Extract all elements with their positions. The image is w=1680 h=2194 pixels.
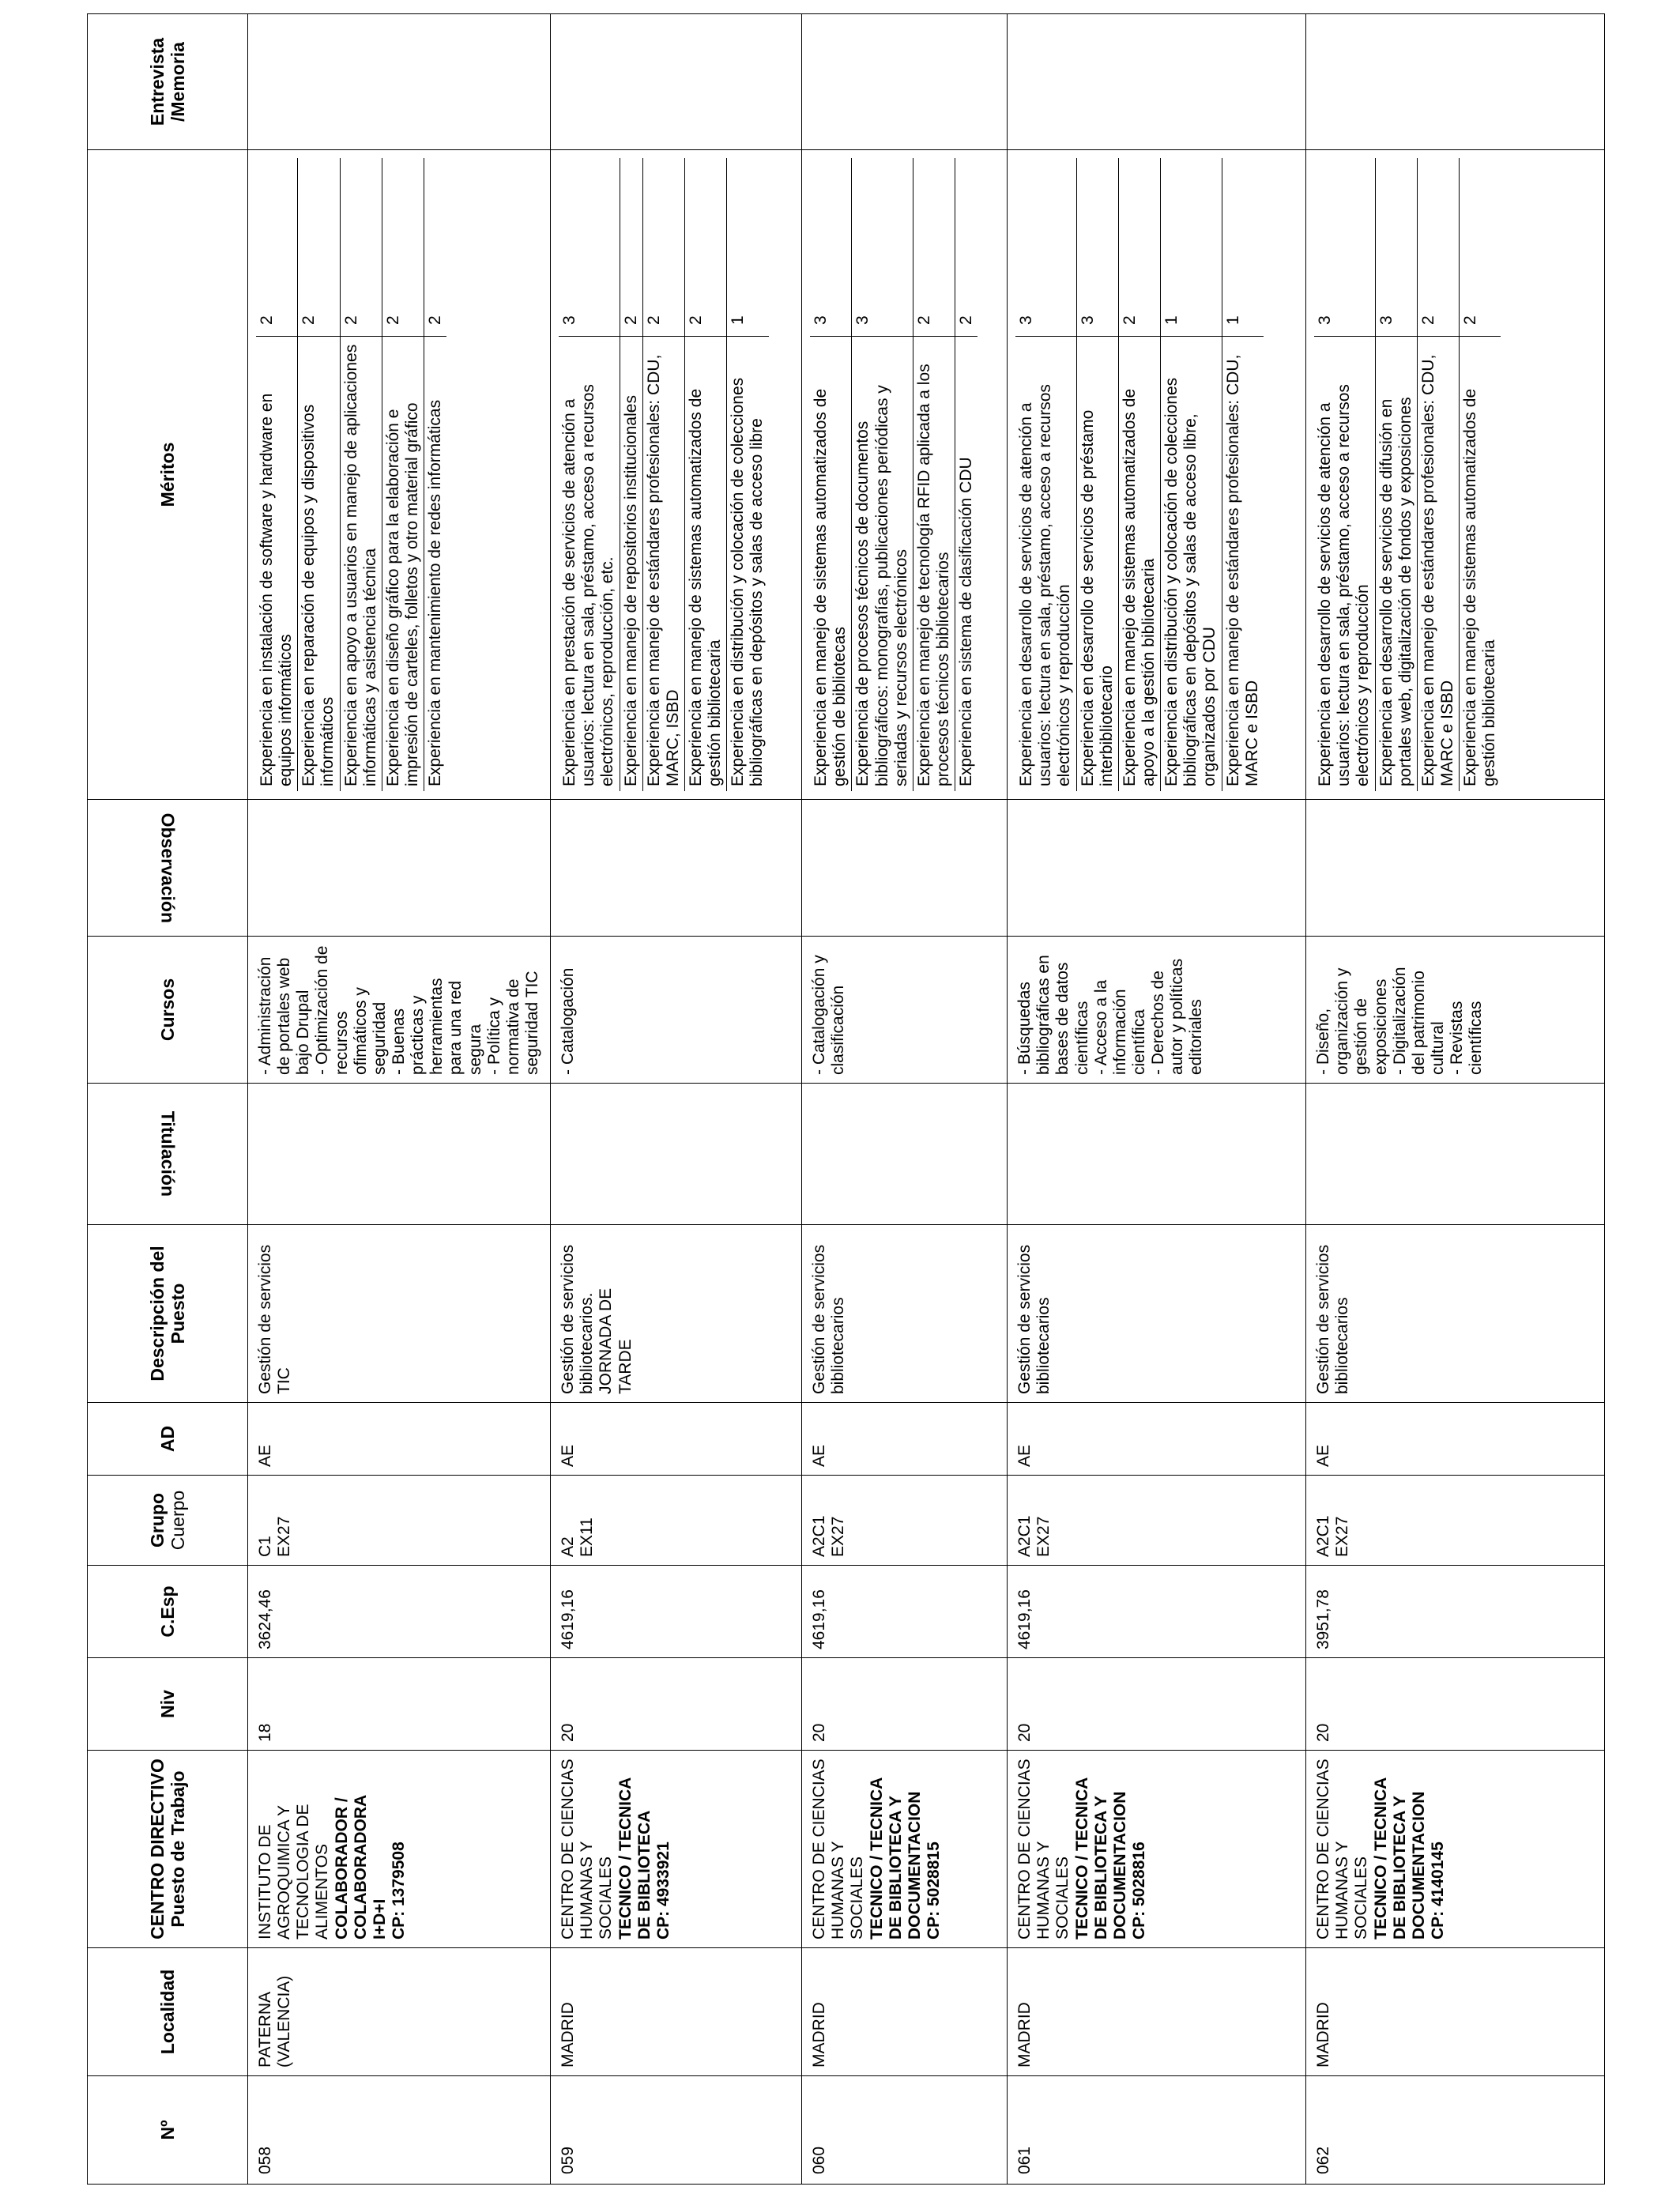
- localidad-value: MADRID: [559, 2002, 578, 2068]
- localidad-value: MADRID: [810, 2002, 829, 2068]
- cesp-cell: [1008, 1566, 1306, 1658]
- curso-item: - Administración de portales web bajo Drupal: [256, 956, 313, 1075]
- merito-text: Experiencia en distribución y colocación de colecciones bibliográficas en depósitos y salas de acceso libre, organizados por CDU: [1161, 337, 1222, 792]
- grupo-cell: [802, 1476, 1008, 1566]
- merito-text: Experiencia en diseño gráfico para la elaboración e impresión de carteles, folletos y otro material gráfico: [382, 337, 424, 792]
- merito-text: Experiencia de procesos técnicos de documentos bibliográficos: monografías, publicaciones periódicas y seriadas y recursos electrónicos: [852, 337, 913, 792]
- header-meritos: Méritos: [88, 150, 248, 800]
- merito-row: [1460, 158, 1501, 791]
- descripcion-value: Gestión de servicios bibliotecarios: [1015, 1244, 1053, 1394]
- cp-code: CP: 4933921: [654, 1842, 672, 1940]
- centro-name: CENTRO DE CIENCIAS HUMANAS Y SOCIALES: [1015, 1759, 1072, 1940]
- header-entrevista: Entrevista /Memoria: [88, 14, 248, 150]
- merito-text: Experiencia en manejo de tecnología RFID aplicada a los procesos técnicos bibliotecarios: [913, 337, 955, 792]
- positions-table: [87, 13, 1605, 2185]
- row-number-value: 058: [256, 2146, 274, 2174]
- row-number: [802, 2076, 1008, 2185]
- merito-row: [620, 158, 642, 791]
- entrevista-cell: [551, 14, 802, 150]
- merito-text: Experiencia en manejo de estándares profesionales: CDU, MARC, ISBD: [642, 337, 684, 792]
- merito-points: 2: [1417, 158, 1459, 337]
- merito-points: 2: [340, 158, 382, 337]
- curso-item: - Revistas científicas: [1448, 1001, 1486, 1075]
- ad-cell: [1008, 1403, 1306, 1476]
- ad-value: AE: [1015, 1444, 1034, 1467]
- cesp-value: 3951,78: [1314, 1589, 1333, 1649]
- merito-row: [684, 158, 726, 791]
- cursos-cell: [551, 937, 802, 1084]
- row-number-value: 061: [1015, 2146, 1034, 2174]
- merito-row: [424, 158, 447, 791]
- header-cuerpo-label: Cuerpo: [168, 1490, 188, 1551]
- localidad-value: MADRID: [1314, 2002, 1333, 2068]
- merito-text: Experiencia en manejo de repositorios institucionales: [620, 337, 642, 792]
- grupo-value: A2C1: [1314, 1515, 1333, 1557]
- table-row: [1008, 14, 1306, 2185]
- row-number-value: 059: [559, 2146, 578, 2174]
- curso-item: - Catalogación y clasificación: [810, 955, 848, 1075]
- descripcion-value: Gestión de servicios bibliotecarios: [810, 1244, 848, 1394]
- merito-points: 2: [642, 158, 684, 337]
- table-row: [248, 14, 551, 2185]
- table-row: [1306, 14, 1605, 2185]
- cursos-cell: [802, 937, 1008, 1084]
- puesto-name: TECNICO / TECNICA DE BIBLIOTECA Y DOCUMENTACION: [867, 1777, 924, 1940]
- header-n: Nº: [88, 2076, 248, 2185]
- merito-row: [1314, 158, 1375, 791]
- entrevista-cell: [248, 14, 551, 150]
- ad-cell: [802, 1403, 1008, 1476]
- row-number: [248, 2076, 551, 2185]
- grupo-value: A2: [559, 1536, 578, 1557]
- merito-row: [382, 158, 424, 791]
- merito-row: [1076, 158, 1118, 791]
- merito-points: 3: [1314, 158, 1375, 337]
- localidad-value: MADRID: [1015, 2002, 1034, 2068]
- curso-item: - Diseño, organización y gestión de exposiciones: [1314, 967, 1390, 1075]
- meritos-list: [1015, 158, 1264, 791]
- header-niv: Niv: [88, 1658, 248, 1751]
- puesto-name: TECNICO / TECNICA DE BIBLIOTECA: [616, 1777, 654, 1940]
- merito-text: Experiencia en prestación de servicios de atención a usuarios: lectura en sala, préstamo, acceso a recursos electrónicos, reproducción, etc.: [559, 337, 620, 792]
- descripcion-cell: [248, 1225, 551, 1403]
- merito-points: 3: [852, 158, 913, 337]
- header-cesp: C.Esp: [88, 1566, 248, 1658]
- merito-points: 2: [382, 158, 424, 337]
- merito-points: 2: [1118, 158, 1160, 337]
- cuerpo-value: EX27: [1333, 1516, 1352, 1557]
- merito-points: 2: [1461, 315, 1480, 325]
- merito-text: Experiencia en manejo de sistemas automatizados de gestión de bibliotecas: [810, 337, 852, 792]
- merito-text: Experiencia en manejo de sistemas automatizados de gestión bibliotecaria: [684, 337, 726, 792]
- cesp-value: 4619,16: [1015, 1589, 1034, 1649]
- observacion-cell: [1306, 800, 1605, 937]
- meritos-cell: [248, 150, 551, 800]
- merito-text: Experiencia en desarrollo de servicios de préstamo interbibliotecario: [1076, 337, 1118, 792]
- merito-text: Experiencia en desarrollo de servicios de atención a usuarios: lectura en sala, préstamo, acceso a recursos electrónicos y reproducción: [1015, 337, 1076, 792]
- table-row: [551, 14, 802, 2185]
- cesp-value: 4619,16: [810, 1589, 829, 1649]
- merito-text: Experiencia en manejo de estándares profesionales: CDU, MARC e ISBD: [1417, 337, 1459, 792]
- curso-item: - Política y normativa de seguridad TIC: [484, 971, 541, 1075]
- centro-name: INSTITUTO DE AGROQUIMICA Y TECNOLOGIA DE ALIMENTOS: [256, 1804, 332, 1940]
- niv-value: 20: [559, 1723, 578, 1742]
- grupo-cell: [1306, 1476, 1605, 1566]
- centro-name: CENTRO DE CIENCIAS HUMANAS Y SOCIALES: [1314, 1759, 1371, 1940]
- niv-value: 20: [810, 1723, 829, 1742]
- row-number: [1008, 2076, 1306, 2185]
- merito-points: 3: [559, 158, 620, 337]
- merito-text: Experiencia en manejo de sistemas automatizados de apoyo a la gestión bibliotecaria: [1118, 337, 1160, 792]
- cursos-cell: [1306, 937, 1605, 1084]
- meritos-list: [1314, 158, 1501, 791]
- curso-item: - Catalogación: [559, 967, 578, 1075]
- merito-text: Experiencia en desarrollo de servicios de difusión en portales web, digitalización de fondos y exposiciones: [1375, 337, 1417, 792]
- header-puesto-label: Puesto de Trabajo: [168, 1770, 188, 1928]
- merito-row: [852, 158, 913, 791]
- table-body: [248, 14, 1605, 2185]
- row-number: [1306, 2076, 1605, 2185]
- cesp-cell: [551, 1566, 802, 1658]
- header-titulacion-label: Titulación: [157, 1110, 179, 1197]
- localidad-cell: [1008, 1948, 1306, 2076]
- cursos-cell: [1008, 937, 1306, 1084]
- cp-code: CP: 1379508: [389, 1842, 408, 1940]
- merito-row: [256, 158, 298, 791]
- merito-row: [1417, 158, 1459, 791]
- row-number-value: 060: [810, 2146, 829, 2174]
- merito-text: Experiencia en desarrollo de servicios de atención a usuarios: lectura en sala, préstamo, acceso a recursos electrónicos y reproducción: [1314, 337, 1375, 792]
- cp-code: CP: 5028815: [924, 1842, 943, 1940]
- meritos-cell: [551, 150, 802, 800]
- niv-cell: [1008, 1658, 1306, 1751]
- niv-cell: [551, 1658, 802, 1751]
- header-grupo: [88, 1476, 248, 1566]
- meritos-cell: [802, 150, 1008, 800]
- merito-points: 3: [1375, 158, 1417, 337]
- merito-text: Experiencia en reparación de equipos y dispositivos informáticos: [298, 337, 340, 792]
- merito-points: 3: [810, 158, 852, 337]
- cuerpo-value: EX27: [275, 1516, 294, 1557]
- observacion-cell: [1008, 800, 1306, 937]
- descripcion-cell: [802, 1225, 1008, 1403]
- descripcion-cell: [1306, 1225, 1605, 1403]
- meritos-list: [256, 158, 446, 791]
- descripcion-cell: [1008, 1225, 1306, 1403]
- titulacion-cell: [802, 1084, 1008, 1225]
- header-titulacion: [88, 1084, 248, 1225]
- niv-value: 20: [1015, 1723, 1034, 1742]
- centro-name: CENTRO DE CIENCIAS HUMANAS Y SOCIALES: [810, 1759, 867, 1940]
- merito-points: 2: [426, 315, 445, 325]
- header-localidad: Localidad: [88, 1948, 248, 2076]
- merito-points: 2: [913, 158, 955, 337]
- titulacion-cell: [551, 1084, 802, 1225]
- merito-text: Experiencia en manejo de estándares profesionales: CDU, MARC e ISBD: [1222, 337, 1264, 792]
- header-centro: [88, 1751, 248, 1948]
- ad-value: AE: [810, 1444, 829, 1467]
- puesto-name: COLABORADOR / COLABORADORA I+D+I: [332, 1795, 389, 1940]
- curso-item: - Búsquedas bibliográficas en bases de datos científicas: [1015, 955, 1091, 1075]
- puesto-name: TECNICO / TECNICA DE BIBLIOTECA Y DOCUMENTACION: [1072, 1777, 1129, 1940]
- header-descripcion: Descripción del Puesto: [88, 1225, 248, 1403]
- merito-points: 2: [256, 158, 298, 337]
- cuerpo-value: EX27: [829, 1516, 848, 1557]
- merito-row: [298, 158, 340, 791]
- header-cursos: Cursos: [88, 937, 248, 1084]
- grupo-value: A2C1: [810, 1515, 829, 1557]
- descripcion-cell: [551, 1225, 802, 1403]
- merito-row: [913, 158, 955, 791]
- titulacion-cell: [1306, 1084, 1605, 1225]
- niv-cell: [248, 1658, 551, 1751]
- ad-value: AE: [256, 1444, 274, 1467]
- row-number: [551, 2076, 802, 2185]
- entrevista-cell: [1008, 14, 1306, 150]
- merito-points: 1: [729, 315, 748, 325]
- row-number-value: 062: [1314, 2146, 1333, 2174]
- merito-points: 2: [620, 158, 642, 337]
- observacion-cell: [551, 800, 802, 937]
- cp-code: CP: 4140145: [1428, 1842, 1447, 1940]
- puesto-name: TECNICO / TECNICA DE BIBLIOTECA Y DOCUMENTACION: [1371, 1777, 1428, 1940]
- merito-points: 2: [957, 315, 976, 325]
- descripcion-value: Gestión de servicios bibliotecarios: [1314, 1244, 1352, 1394]
- merito-text: Experiencia en instalación de software y hardware en equipos informáticos: [256, 337, 298, 792]
- niv-value: 20: [1314, 1723, 1333, 1742]
- grupo-cell: [248, 1476, 551, 1566]
- merito-text: Experiencia en distribución y colocación de colecciones bibliográficas en depósitos y salas de acceso libre: [727, 337, 769, 792]
- merito-row: [810, 158, 852, 791]
- localidad-cell: [248, 1948, 551, 2076]
- centro-cell: [248, 1751, 551, 1948]
- meritos-cell: [1306, 150, 1605, 800]
- centro-cell: [551, 1751, 802, 1948]
- merito-text: Experiencia en apoyo a usuarios en manejo de aplicaciones informáticas y asistencia técnica: [340, 337, 382, 792]
- meritos-cell: [1008, 150, 1306, 800]
- localidad-value: PATERNA (VALENCIA): [256, 1975, 294, 2068]
- cp-code: CP: 5028816: [1129, 1842, 1148, 1940]
- merito-row: [1015, 158, 1076, 791]
- cuerpo-value: EX11: [578, 1517, 597, 1557]
- ad-value: AE: [1314, 1444, 1333, 1467]
- ad-cell: [1306, 1403, 1605, 1476]
- localidad-cell: [1306, 1948, 1605, 2076]
- merito-text: Experiencia en sistema de clasificación CDU: [955, 337, 978, 792]
- merito-points: 1: [1161, 158, 1222, 337]
- merito-points: 2: [298, 158, 340, 337]
- curso-item: - Optimización de recursos ofimáticos y seguridad: [313, 945, 389, 1075]
- merito-row: [955, 158, 978, 791]
- merito-row: [727, 158, 769, 791]
- merito-row: [1222, 158, 1264, 791]
- merito-row: [1118, 158, 1160, 791]
- merito-row: [340, 158, 382, 791]
- merito-text: Experiencia en mantenimiento de redes informáticas: [424, 337, 447, 792]
- descripcion-value: Gestión de servicios TIC: [256, 1244, 294, 1394]
- merito-points: 1: [1223, 315, 1242, 325]
- entrevista-cell: [1306, 14, 1605, 150]
- ad-value: AE: [559, 1444, 578, 1467]
- table-row: [802, 14, 1008, 2185]
- grupo-cell: [1008, 1476, 1306, 1566]
- centro-name: CENTRO DE CIENCIAS HUMANAS Y SOCIALES: [559, 1759, 616, 1940]
- centro-cell: [1008, 1751, 1306, 1948]
- merito-points: 2: [684, 158, 726, 337]
- centro-cell: [802, 1751, 1008, 1948]
- cuerpo-value: EX27: [1034, 1516, 1053, 1557]
- merito-row: [1161, 158, 1222, 791]
- descripcion-value: Gestión de servicios bibliotecarios. JORNADA DE TARDE: [559, 1244, 635, 1394]
- observacion-cell: [248, 800, 551, 937]
- merito-points: 3: [1076, 158, 1118, 337]
- grupo-value: C1: [256, 1536, 274, 1557]
- titulacion-cell: [248, 1084, 551, 1225]
- curso-item: - Buenas prácticas y herramientas para una red segura: [389, 978, 484, 1075]
- niv-cell: [1306, 1658, 1605, 1751]
- curso-item: - Acceso a la información científica: [1091, 979, 1148, 1075]
- localidad-cell: [802, 1948, 1008, 2076]
- header-grupo-label: Grupo: [146, 1493, 168, 1547]
- cesp-cell: [1306, 1566, 1605, 1658]
- niv-cell: [802, 1658, 1008, 1751]
- merito-points: 3: [1015, 158, 1076, 337]
- grupo-value: A2C1: [1015, 1515, 1034, 1557]
- grupo-cell: [551, 1476, 802, 1566]
- header-centro-label: CENTRO DIRECTIVO: [146, 1759, 168, 1940]
- cesp-value: 3624,46: [256, 1589, 274, 1649]
- ad-cell: [551, 1403, 802, 1476]
- merito-row: [1375, 158, 1417, 791]
- cesp-cell: [248, 1566, 551, 1658]
- header-observacion: [88, 800, 248, 937]
- cesp-value: 4619,16: [559, 1589, 578, 1649]
- cursos-cell: [248, 937, 551, 1084]
- titulacion-cell: [1008, 1084, 1306, 1225]
- curso-item: - Derechos de autor y políticas editoriales: [1149, 958, 1206, 1075]
- merito-row: [559, 158, 620, 791]
- header-ad: AD: [88, 1403, 248, 1476]
- merito-row: [642, 158, 684, 791]
- entrevista-cell: [802, 14, 1008, 150]
- meritos-list: [810, 158, 977, 791]
- niv-value: 18: [256, 1723, 274, 1742]
- centro-cell: [1306, 1751, 1605, 1948]
- header-row: [88, 14, 248, 2185]
- curso-item: - Digitalización del patrimonio cultural: [1390, 967, 1447, 1075]
- merito-text: Experiencia en manejo de sistemas automatizados de gestión bibliotecaria: [1460, 337, 1501, 792]
- ad-cell: [248, 1403, 551, 1476]
- meritos-list: [559, 158, 768, 791]
- observacion-cell: [802, 800, 1008, 937]
- localidad-cell: [551, 1948, 802, 2076]
- header-observacion-label: Observación: [157, 812, 179, 923]
- cesp-cell: [802, 1566, 1008, 1658]
